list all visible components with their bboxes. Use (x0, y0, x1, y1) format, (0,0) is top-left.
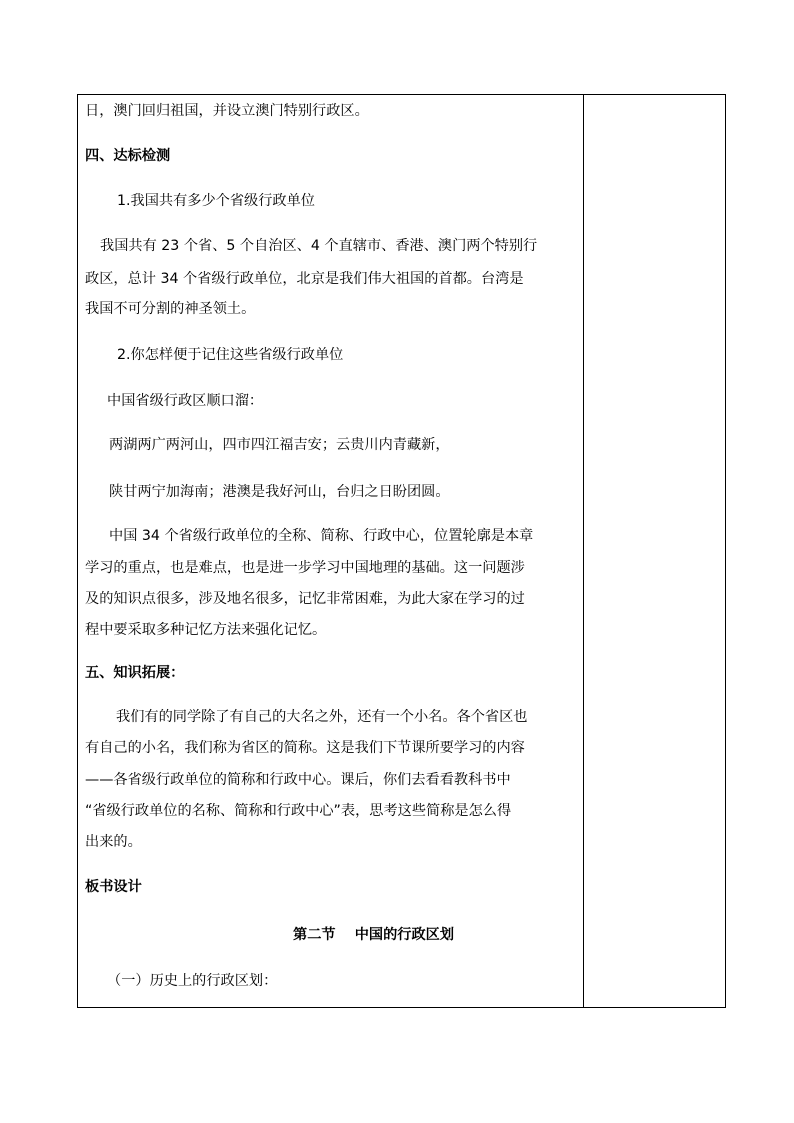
outline-item-1: （一）历史上的行政区划： (107, 973, 278, 989)
rhyme-line-1: 两湖两广两河山，四市四江福吉安；云贵川内青藏新， (109, 437, 450, 453)
section-heading-5: 五、知识拓展： (85, 665, 185, 681)
column-divider (583, 95, 584, 1007)
answer-1-line-3: 我国不可分割的神圣领土。 (85, 301, 256, 317)
paragraph-3-line-4: “省级行政单位的名称、简称和行政中心”表，思考这些简称是怎么得 (85, 803, 512, 819)
question-2: 2.你怎样便于记住这些省级行政单位 (117, 347, 344, 363)
board-design-heading: 板书设计 (85, 879, 142, 895)
paragraph-3-line-1: 我们有的同学除了有自己的大名之外，还有一个小名。各个省区也 (116, 709, 528, 725)
rhyme-line-2: 陕甘两宁加海南；港澳是我好河山，台归之日盼团圆。 (109, 484, 450, 500)
paragraph-3-line-3: ——各省级行政单位的简称和行政中心。课后，你们去看看教科书中 (85, 772, 511, 788)
section-heading-4: 四、达标检测 (85, 148, 171, 164)
paragraph-2-line-2: 学习的重点，也是难点，也是进一步学习中国地理的基础。这一问题涉 (85, 560, 525, 576)
rhyme-title: 中国省级行政区顺口溜： (107, 393, 264, 409)
paragraph-3-line-2: 有自己的小名，我们称为省区的简称。这是我们下节课所要学习的内容 (85, 740, 525, 756)
question-1: 1.我国共有多少个省级行政单位 (117, 193, 315, 209)
lesson-table (77, 94, 726, 1008)
paragraph-2-line-1: 中国 34 个省级行政单位的全称、简称、行政中心，位置轮廓是本章 (109, 528, 534, 544)
paragraph-3-line-5: 出来的。 (85, 834, 142, 850)
answer-1-line-2: 政区，总计 34 个省级行政单位，北京是我们伟大祖国的首都。台湾是 (85, 271, 524, 287)
answer-1-line-1: 我国共有 23 个省、5 个自治区、4 个直辖市、香港、澳门两个特别行 (100, 238, 538, 254)
paragraph-2-line-4: 程中要采取多种记忆方法来强化记忆。 (85, 622, 327, 638)
section-title: 第二节 中国的行政区划 (293, 927, 455, 943)
paragraph-2-line-3: 及的知识点很多，涉及地名很多，记忆非常困难，为此大家在学习的过 (85, 591, 525, 607)
text-line: 日，澳门回归祖国，并设立澳门特别行政区。 (85, 103, 369, 119)
